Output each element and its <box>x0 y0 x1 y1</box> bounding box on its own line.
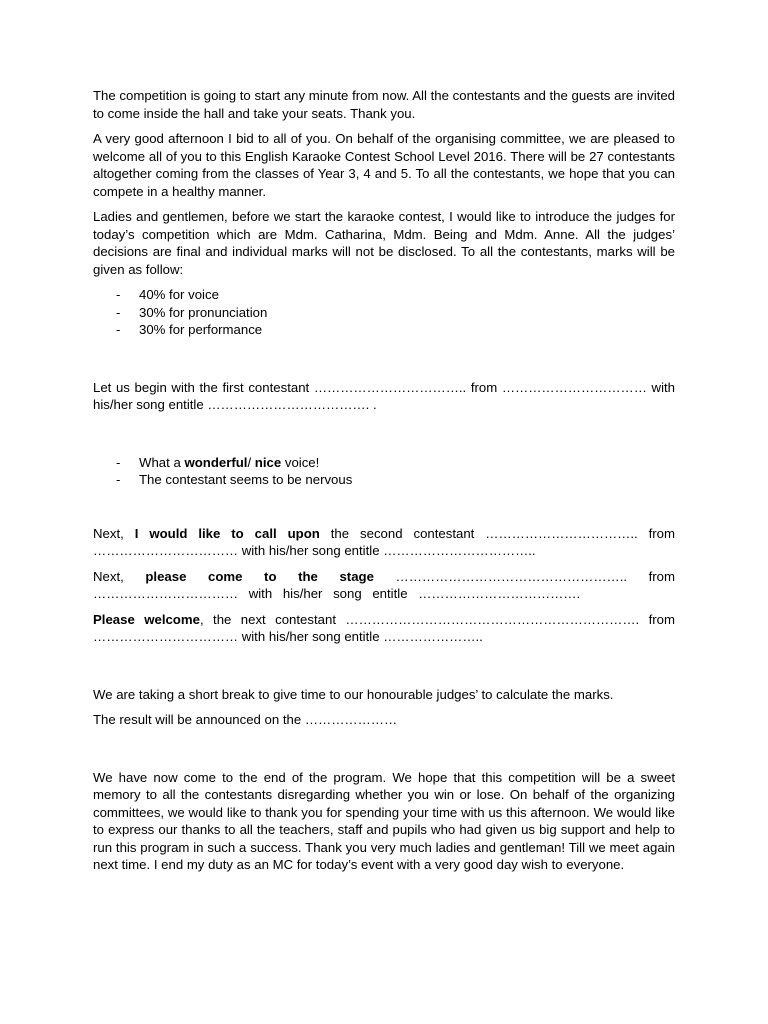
comment-text: voice! <box>281 454 320 470</box>
marks-list <box>93 286 675 339</box>
call-stage-paragraph <box>93 568 675 603</box>
call-text: Next, <box>93 525 135 541</box>
comment-text: What a <box>139 454 185 470</box>
first-contestant-paragraph: Let us begin with the first contestant …………………………….. from …………………………… with his/her song entitle ………………………………. . <box>93 379 675 412</box>
comment-bold-nice: nice <box>254 454 282 470</box>
call-text: Next, <box>93 568 146 584</box>
call-text: …………………………………………….. from …………………………… with his/her song entitle ………………………………. <box>93 568 675 601</box>
judges-paragraph: Ladies and gentlemen, before we start the karaoke contest, I would like to introduce the judges for today’s competition which are Mdm. Catharina, Mdm. Being and Mdm. Anne. All the judges’ decisions are final and individual marks will not be disclosed. To all the contestants, marks will be given as follow: <box>93 209 675 277</box>
call-welcome-paragraph <box>93 611 675 646</box>
call-second-contestant-paragraph <box>93 525 675 560</box>
intro-paragraph: The competition is going to start any minute from now. All the contestants and the guests are invited to come inside the hall and take your seats. Thank you. <box>93 88 675 121</box>
call-text: , the next contestant …………………………………………………………. from …………………………… with his/her song entitle ………………….. <box>93 611 675 644</box>
comment-item-nervous: - The contestant seems to be nervous <box>93 471 675 489</box>
call-text: the second contestant …………………………….. from …………………………… with his/her song entitle …………………………….. <box>93 525 675 558</box>
call-bold-text: Please welcome <box>93 611 200 627</box>
comment-text: / <box>247 454 255 470</box>
closing-paragraph: We have now come to the end of the program. We hope that this competition will be a sweet memory to all the contestants disregarding whether you win or lose. On behalf of the organizing committees, we would like to thank you for spending your time with us this afternoon. We would like to express our thanks to all the teachers, staff and pupils who had given us big support and help to run this program in such a success. Thank you very much ladies and gentleman! Till we meet again next time. I end my duty as an MC for today’s event with a very good day wish to everyone. <box>93 769 675 872</box>
call-bold-text: please come to the stage <box>145 568 374 584</box>
break-paragraph: We are taking a short break to give time to our honourable judges’ to calculate the marks. <box>93 686 614 702</box>
document-page <box>93 87 675 874</box>
comments-list <box>93 454 675 489</box>
call-bold-text: I would like to call upon <box>134 525 320 541</box>
marks-item-voice: - 40% for voice <box>93 286 675 304</box>
marks-item-performance: - 30% for performance <box>93 321 675 339</box>
welcome-paragraph: A very good afternoon I bid to all of you. On behalf of the organising committee, we are pleased to welcome all of you to this English Karaoke Contest School Level 2016. There will be 27 contestants altogether coming from the classes of Year 3, 4 and 5. To all the contestants, we hope that you can compete in a healthy manner. <box>93 131 675 199</box>
result-paragraph: The result will be announced on the ………………… <box>93 712 398 727</box>
comment-item-voice <box>93 454 675 472</box>
comment-bold-wonderful: wonderful <box>184 454 248 470</box>
marks-item-pronunciation: - 30% for pronunciation <box>93 304 675 322</box>
